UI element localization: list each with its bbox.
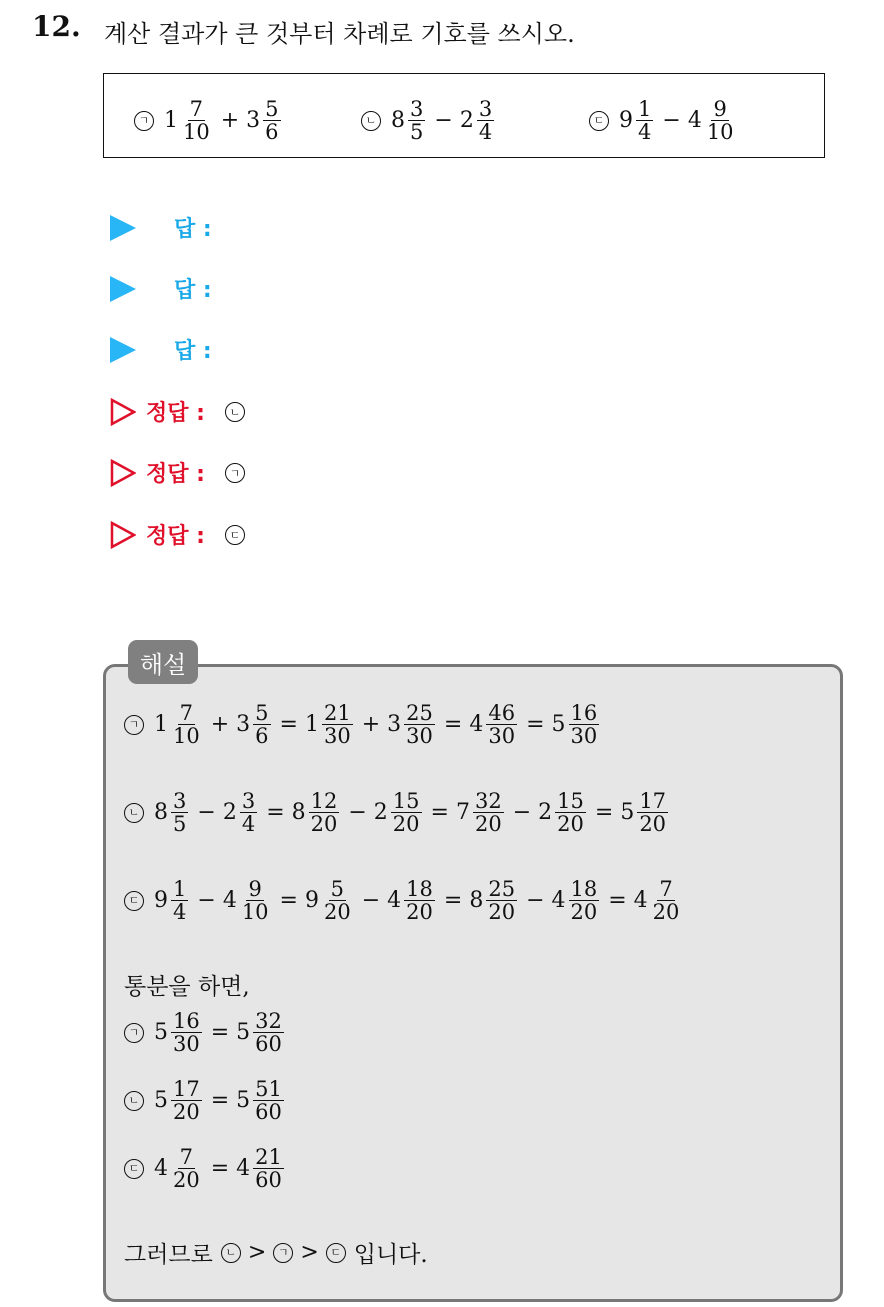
fraction: $\frac{32}{20}$ xyxy=(474,789,502,837)
fraction: $\frac{51}{60}$ xyxy=(255,1077,282,1125)
common-denominator-text: 통분을 하면, xyxy=(124,974,250,1000)
mark: ㄱ xyxy=(124,715,144,735)
mark: ㄱ xyxy=(273,1243,293,1263)
mark: ㄷ xyxy=(326,1243,346,1263)
fraction: $\frac{16}{30}$ xyxy=(173,1009,200,1057)
answer-label: 답 : xyxy=(174,217,212,242)
mark: ㄷ xyxy=(124,1159,144,1179)
whole: 9 xyxy=(619,108,633,134)
mark: ㄱ xyxy=(124,1023,144,1043)
greater-than: > xyxy=(300,1240,319,1265)
question-number: 12. xyxy=(32,10,81,43)
whole: 3 xyxy=(246,108,261,134)
conclusion-suffix: 입니다. xyxy=(353,1242,428,1268)
fraction: $\frac{5}{6}$ xyxy=(255,701,269,749)
mark: ㄴ xyxy=(124,1091,144,1111)
fraction: $\frac{25}{20}$ xyxy=(488,877,516,925)
solution-tag: 해설 xyxy=(128,640,198,684)
fraction: $\frac{15}{20}$ xyxy=(557,789,584,837)
whole: 8 xyxy=(391,108,405,134)
fraction: $\frac{9}{10}$ xyxy=(706,97,734,145)
choices-box xyxy=(103,73,825,158)
choice-c-mark: ㄷ xyxy=(589,111,609,131)
correct-answer-row-3 xyxy=(110,519,245,550)
greater-than: > xyxy=(247,1240,267,1265)
conversion-b: ㄴ 5 $\frac{17}{20}$ = 5 $\frac{51}{60}$ xyxy=(124,1078,286,1123)
fraction: $\frac{3}{4}$ xyxy=(241,789,256,837)
conversion-c: ㄷ 4 $\frac{7}{20}$ = 4 $\frac{21}{60}$ xyxy=(124,1146,286,1191)
play-filled-icon xyxy=(110,215,136,241)
fraction: $\frac{3}{5}$ xyxy=(173,789,187,837)
fraction: $\frac{3}{5}$ xyxy=(410,97,424,145)
fraction: $\frac{46}{30}$ xyxy=(488,701,516,749)
conclusion xyxy=(124,1236,428,1269)
fraction: $\frac{32}{60}$ xyxy=(255,1009,282,1057)
correct-label: 정답 : xyxy=(146,401,205,426)
mark: ㄴ xyxy=(124,803,144,823)
play-outline-icon xyxy=(110,398,136,426)
fraction: $\frac{17}{20}$ xyxy=(173,1077,200,1125)
fraction: $\frac{16}{30}$ xyxy=(570,701,598,749)
fraction: $\frac{1}{4}$ xyxy=(173,877,187,925)
fraction: $\frac{21}{30}$ xyxy=(323,701,351,749)
correct-answer-mark: ㄴ xyxy=(225,402,245,422)
operator: − xyxy=(662,108,681,134)
fraction: $\frac{7}{20}$ xyxy=(652,877,680,925)
correct-label: 정답 : xyxy=(146,524,205,549)
fraction: $\frac{1}{4}$ xyxy=(638,97,652,145)
play-outline-icon xyxy=(110,459,136,487)
solution-line-b: ㄴ 8 $\frac{3}{5}$ − 2 $\frac{3}{4}$ = 8 $\frac{12}{20}$ − 2 $\frac{15}{20}$ = 7 $\frac{32}{20}$ − 2 $\frac{15}{20}$ = 5 $\frac{17}{20}$ xyxy=(124,790,670,835)
fraction: $\frac{9}{10}$ xyxy=(241,877,269,925)
correct-answer-mark: ㄷ xyxy=(225,525,245,545)
fraction: $\frac{7}{10}$ xyxy=(173,701,200,749)
solution-line-c: ㄷ 9 $\frac{1}{4}$ − 4 $\frac{9}{10}$ = 9 $\frac{5}{20}$ − 4 $\frac{18}{20}$ = 8 $\frac{25}{20}$ − 4 $\frac{18}{20}$ = 4 $\frac{7}{20}$ xyxy=(124,878,683,923)
conversion-a: ㄱ 5 $\frac{16}{30}$ = 5 $\frac{32}{60}$ xyxy=(124,1010,286,1055)
whole: 4 xyxy=(687,108,702,134)
operator: − xyxy=(434,108,453,134)
mark: ㄴ xyxy=(221,1243,241,1263)
fraction: $\frac{7}{10}$ xyxy=(183,97,210,145)
mark: ㄷ xyxy=(124,891,144,911)
play-filled-icon xyxy=(110,337,136,363)
choice-a-mark: ㄱ xyxy=(134,111,154,131)
fraction: $\frac{21}{60}$ xyxy=(255,1145,282,1193)
fraction: $\frac{25}{30}$ xyxy=(406,701,433,749)
play-filled-icon xyxy=(110,276,136,302)
choice-a xyxy=(134,98,283,143)
answer-label: 답 : xyxy=(174,278,212,303)
fraction: $\frac{3}{4}$ xyxy=(478,97,493,145)
fraction: $\frac{5}{20}$ xyxy=(323,877,351,925)
operator: + xyxy=(220,108,240,134)
whole: 1 xyxy=(164,108,178,134)
correct-answer-row-2 xyxy=(110,457,245,488)
play-outline-icon xyxy=(110,521,136,549)
whole: 2 xyxy=(459,108,474,134)
conclusion-prefix: 그러므로 xyxy=(124,1242,213,1268)
answer-row-2[interactable] xyxy=(110,273,212,304)
solution-line-a: ㄱ 1 $\frac{7}{10}$ + 3 $\frac{5}{6}$ = 1 $\frac{21}{30}$ + 3 $\frac{25}{30}$ = 4 $\frac{46}{30}$ = 5 $\frac{16}{30}$ xyxy=(124,702,601,747)
correct-answer-row-1 xyxy=(110,396,245,427)
choice-b-mark: ㄴ xyxy=(361,111,381,131)
correct-label: 정답 : xyxy=(146,462,205,487)
fraction: $\frac{17}{20}$ xyxy=(639,789,667,837)
choice-b xyxy=(361,98,496,143)
fraction: $\frac{18}{20}$ xyxy=(570,877,598,925)
fraction: $\frac{15}{20}$ xyxy=(392,789,420,837)
fraction: $\frac{5}{6}$ xyxy=(265,97,279,145)
answer-row-3[interactable] xyxy=(110,334,212,365)
correct-answer-mark: ㄱ xyxy=(225,463,245,483)
answer-label: 답 : xyxy=(174,339,212,364)
fraction: $\frac{12}{20}$ xyxy=(310,789,338,837)
question-text: 계산 결과가 큰 것부터 차례로 기호를 쓰시오. xyxy=(104,20,575,48)
choice-c xyxy=(589,98,738,143)
answer-row-1[interactable] xyxy=(110,212,212,243)
fraction: $\frac{18}{20}$ xyxy=(406,877,433,925)
fraction: $\frac{7}{20}$ xyxy=(173,1145,200,1193)
